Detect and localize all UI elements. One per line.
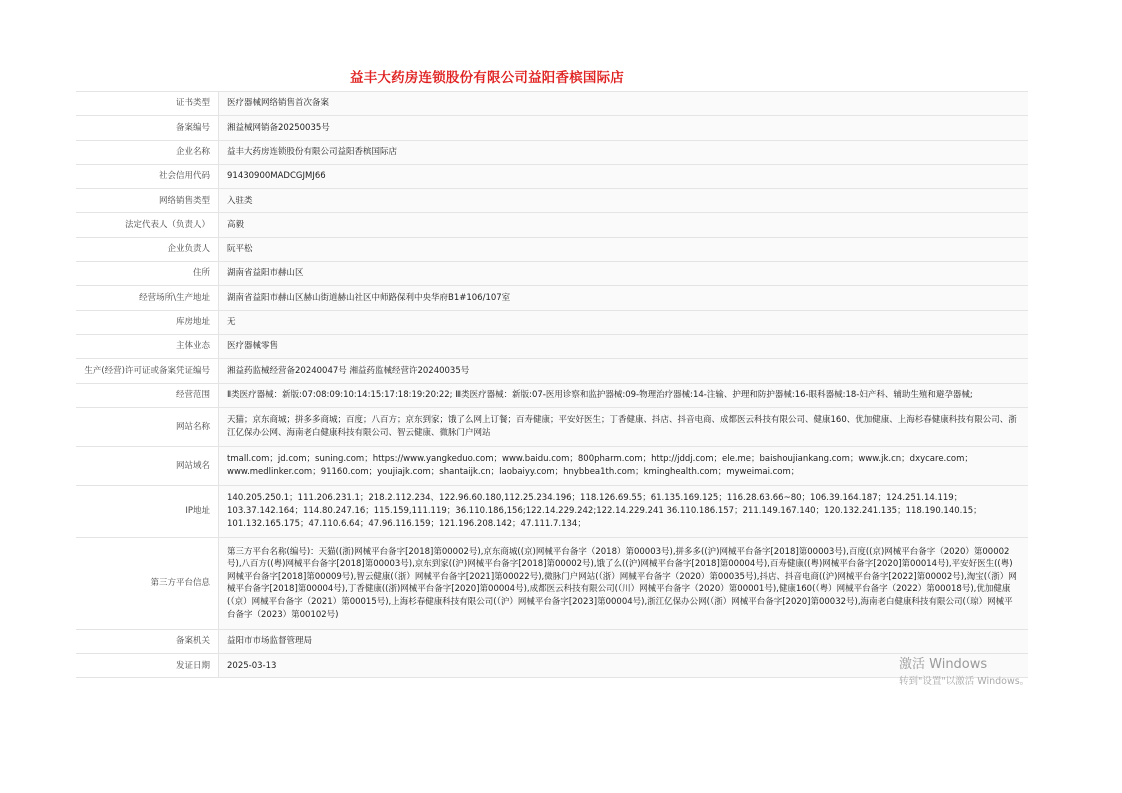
row-label: 第三方平台信息 [76, 537, 219, 629]
row-website-domain [76, 446, 1028, 485]
row-authority [76, 629, 1028, 653]
row-warehouse [76, 310, 1028, 334]
row-value: 天猫；京东商城；拼多多商城；百度；八百方；京东到家；饿了么网上订餐；百寿健康；平安好医生；丁香健康、抖店、抖音电商、成都医云科技有限公司、健康160、优加健康、上海杉春健康科技有限公司、浙江亿保办公网、海南老白健康科技有限公司、智云健康、微脉门户网站 [219, 407, 1029, 446]
row-company-head [76, 237, 1028, 261]
row-value: 湘益械网销备20250035号 [219, 116, 1029, 140]
row-third-party [76, 537, 1028, 629]
row-credit-code [76, 164, 1028, 188]
row-label: 社会信用代码 [76, 164, 219, 188]
row-value: 湘益药监械经营备20240047号 湘益药监械经营许20240035号 [219, 359, 1029, 383]
activation-watermark: 激活 Windows [899, 657, 988, 672]
row-value: 第三方平台名称(编号)：天猫((浙)网械平台备字[2018]第00002号),京东商城((京)网械平台备字（2018）第00003号),拼多多((沪)网械平台备字[2018]第00003号),百度((京)网械平台备字（2020）第00002号),八百方((粤)网械平台备字[2018]第00003号),京东到家((沪)网械平台备字[2018]第00002号),饿了么((沪)网械平台备字[2018]第00004号),百寿健康((粤)网械平台备字[2020]第00014号),平安好医生((粤)网械平台备字[2018]第00009号),智云健康(（浙）网械平台备字[2021]第00022号),微脉门户网站(（浙）网械平台备字（2020）第00035号),抖店、抖音电商((沪)网械平台备字[2022]第00002号),淘宝(（浙）网械平台备字[2018]第00004号),丁香健康((浙)网械平台备字[2020]第00004号),成都医云科技有限公司(（川）网械平台备字（2020）第00001号),健康160(（粤）网械平台备字（2022）第00018号),优加健康(（京）网械平台备字（2021）第00015号),上海杉春健康科技有限公司(（沪）网械平台备字[2023]第00004号),浙江亿保办公网(（浙）网械平台备字[2020]第00032号),海南老白健康科技有限公司(（琼）网械平台备字（2023）第00102号) [219, 537, 1029, 629]
row-label: 主体业态 [76, 334, 219, 358]
row-value: 高毅 [219, 213, 1029, 237]
row-value: 湖南省益阳市赫山区 [219, 262, 1029, 286]
activation-watermark-hint: 转到"设置"以激活 Windows。 [899, 676, 1029, 687]
row-label: 企业负责人 [76, 237, 219, 261]
row-value: tmall.com；jd.com；suning.com；https://www.yangkeduo.com；www.baidu.com；800pharm.com；http://jddj.com；ele.me；baishoujiankang.com；www.jk.cn；dxycare.com；www.medlinker.com；91160.com；youjiajk.com；shantaijk.cn；laobaiyy.com；hnybbea1th.com；kminghealth.com；myweimai.com； [219, 446, 1029, 485]
row-value: 益丰大药房连锁股份有限公司益阳香槟国际店 [219, 140, 1029, 164]
row-label: IP地址 [76, 485, 219, 537]
row-business-scope [76, 383, 1028, 407]
row-value: 湖南省益阳市赫山区赫山街道赫山社区中师路保利中央华府B1#106/107室 [219, 286, 1029, 310]
row-label: 住所 [76, 262, 219, 286]
record-table [76, 91, 1028, 678]
row-label: 备案机关 [76, 629, 219, 653]
row-value: 无 [219, 310, 1029, 334]
row-label: 库房地址 [76, 310, 219, 334]
row-value: 阮平松 [219, 237, 1029, 261]
row-legal-rep [76, 213, 1028, 237]
row-website-name [76, 407, 1028, 446]
row-label: 证书类型 [76, 92, 219, 116]
row-sales-type [76, 189, 1028, 213]
row-value: 2025-03-13 [219, 654, 1029, 678]
row-license-no [76, 359, 1028, 383]
row-value: 140.205.250.1；111.206.231.1；218.2.112.234、122.96.60.180,112.25.234.196；118.126.69.55；61.135.169.125；116.28.63.66~80；106.39.164.187；124.251.14.119；103.37.142.164；114.80.247.16；115.159,111.119；36.110.186,156;122.14.229.242;122.14.229.241 36.110.186.157；211.149.167.140；120.132.241.135；118.190.140.15；101.132.165.175；47.110.6.64；47.96.116.159；121.196.208.142；47.111.7.134； [219, 485, 1029, 537]
row-business-address [76, 286, 1028, 310]
row-value: Ⅱ类医疗器械：新版:07:08:09:10:14:15:17:18:19:20:22; Ⅲ类医疗器械：新版:07-医用诊察和监护器械:09-物理治疗器械:14-注输、护理和防护器械:16-眼科器械:18-妇产科、辅助生殖和避孕器械; [219, 383, 1029, 407]
row-value: 益阳市市场监督管理局 [219, 629, 1029, 653]
row-cert-type [76, 92, 1028, 116]
row-label: 企业名称 [76, 140, 219, 164]
row-label: 网络销售类型 [76, 189, 219, 213]
row-label: 法定代表人（负责人） [76, 213, 219, 237]
row-label: 生产(经营)许可证或备案凭证编号 [76, 359, 219, 383]
row-value: 医疗器械网络销售首次备案 [219, 92, 1029, 116]
row-record-no [76, 116, 1028, 140]
row-domicile [76, 262, 1028, 286]
row-label: 网站名称 [76, 407, 219, 446]
row-label: 备案编号 [76, 116, 219, 140]
row-label: 经营范围 [76, 383, 219, 407]
row-label: 发证日期 [76, 654, 219, 678]
page-title: 益丰大药房连锁股份有限公司益阳香槟国际店 [350, 70, 624, 86]
row-label: 经营场所\生产地址 [76, 286, 219, 310]
row-issue-date [76, 654, 1028, 678]
row-ip-address [76, 485, 1028, 537]
row-value: 91430900MADCGJMJ66 [219, 164, 1029, 188]
row-value: 医疗器械零售 [219, 334, 1029, 358]
row-business-type [76, 334, 1028, 358]
row-value: 入驻类 [219, 189, 1029, 213]
row-company-name [76, 140, 1028, 164]
row-label: 网站域名 [76, 446, 219, 485]
